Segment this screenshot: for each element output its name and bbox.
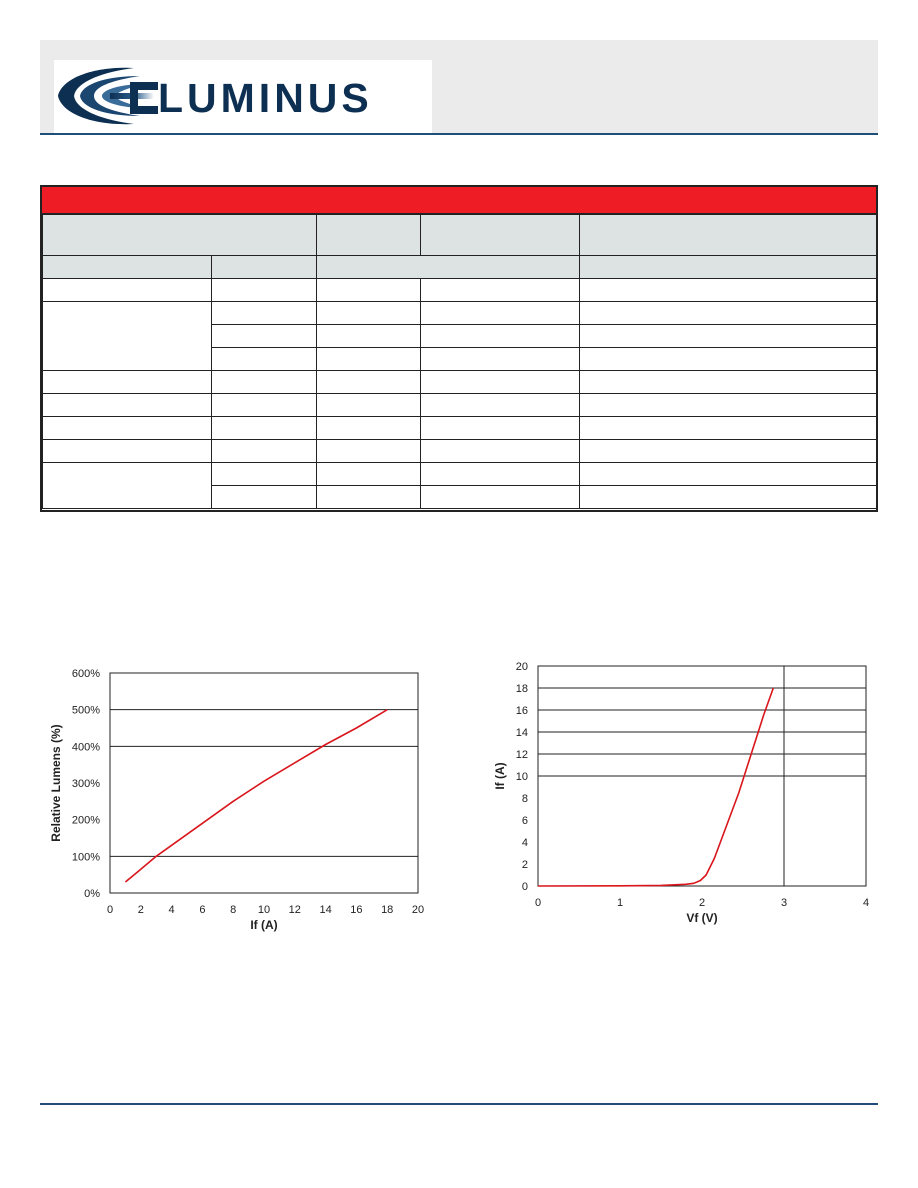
series-line (538, 688, 773, 886)
y-tick-label: 100% (71, 851, 100, 864)
y-tick-label: 0% (84, 888, 100, 900)
x-tick-label: 20 (411, 904, 425, 916)
table-cell (43, 256, 212, 279)
table-row (43, 394, 877, 417)
table-cell (317, 348, 421, 371)
relative-lumens-plot (40, 655, 440, 945)
table-cell (580, 348, 877, 371)
specs-table (40, 185, 878, 512)
y-tick-label: 300% (71, 778, 100, 790)
table-header-row (43, 215, 877, 256)
table-cell (317, 463, 421, 486)
table-cell (317, 486, 421, 509)
table-title-bar (42, 187, 876, 214)
x-tick-label: 3 (780, 897, 788, 909)
table-row (43, 302, 877, 325)
table-cell (421, 348, 580, 371)
table-cell (212, 417, 317, 440)
table-cell (212, 279, 317, 302)
table-cell (317, 256, 580, 279)
x-tick-label: 0 (534, 897, 542, 909)
x-tick-label: 2 (137, 904, 144, 916)
table-cell (421, 417, 580, 440)
x-tick-label: 10 (257, 904, 271, 916)
table-cell (421, 440, 580, 463)
x-tick-label: 2 (698, 897, 706, 909)
y-tick-label: 0 (521, 881, 528, 893)
y-tick-label: 400% (71, 741, 100, 754)
table-cell (580, 417, 877, 440)
y-tick-label: 14 (515, 727, 528, 739)
table-cell (580, 440, 877, 463)
forward-voltage-chart (490, 655, 880, 945)
y-tick-label: 10 (515, 771, 528, 783)
table-cell (43, 215, 317, 256)
x-tick-label: 0 (106, 904, 114, 916)
table-cell (43, 371, 212, 394)
table-row (43, 463, 877, 486)
table-cell (580, 394, 877, 417)
table-row (43, 440, 877, 463)
table-cell (421, 463, 580, 486)
x-tick-label: 6 (199, 904, 206, 916)
table-row (43, 371, 877, 394)
y-axis-label: Relative Lumens (%) (49, 724, 63, 842)
x-tick-label: 18 (381, 904, 394, 916)
y-tick-label: 2 (521, 859, 528, 871)
table-cell (317, 302, 421, 325)
x-axis-label: Vf (V) (686, 911, 718, 925)
table-cell (421, 215, 580, 256)
y-tick-label: 500% (71, 704, 100, 717)
y-tick-label: 4 (521, 837, 528, 849)
x-tick-label: 16 (350, 904, 363, 916)
logo-wordmark: LUMINUS (158, 75, 373, 121)
table-cell (580, 463, 877, 486)
table-cell (317, 394, 421, 417)
table-row (43, 279, 877, 302)
table-cell (317, 440, 421, 463)
table-cell (580, 256, 877, 279)
x-tick-label: 4 (862, 897, 870, 909)
table-cell (580, 486, 877, 509)
y-tick-label: 18 (515, 683, 528, 695)
table-cell (317, 417, 421, 440)
table-cell (421, 394, 580, 417)
table-cell (317, 215, 421, 256)
y-tick-label: 20 (515, 661, 528, 673)
relative-lumens-chart (40, 655, 440, 945)
y-axis-label: If (A) (493, 762, 507, 790)
table-cell (212, 325, 317, 348)
table-cell (317, 325, 421, 348)
table-cell (212, 394, 317, 417)
x-tick-label: 4 (168, 904, 175, 916)
y-tick-label: 12 (515, 749, 528, 761)
y-tick-label: 16 (515, 705, 528, 717)
x-tick-label: 8 (230, 904, 237, 916)
table-cell (212, 348, 317, 371)
table-row (43, 417, 877, 440)
table-cell (212, 486, 317, 509)
table-cell (421, 325, 580, 348)
table-cell (43, 440, 212, 463)
table-cell (43, 394, 212, 417)
table-cell (43, 302, 212, 371)
x-tick-label: 14 (319, 904, 332, 916)
table-cell (580, 325, 877, 348)
table-cell (43, 463, 212, 509)
plot-frame (110, 673, 418, 893)
table-cell (317, 279, 421, 302)
table-cell (580, 279, 877, 302)
table-cell (212, 256, 317, 279)
table-subheader-row (43, 256, 877, 279)
y-tick-label: 8 (521, 793, 528, 805)
table-cell (43, 417, 212, 440)
table-cell (421, 371, 580, 394)
table-cell (212, 440, 317, 463)
table-cell (43, 279, 212, 302)
table-cell (212, 371, 317, 394)
y-tick-label: 6 (521, 815, 528, 827)
x-axis-label: If (A) (250, 918, 278, 932)
header-rule (40, 133, 878, 135)
table-cell (212, 463, 317, 486)
x-tick-label: 12 (288, 904, 301, 916)
table-cell (421, 486, 580, 509)
table-cell (317, 371, 421, 394)
x-tick-label: 1 (616, 897, 624, 909)
forward-voltage-plot (490, 655, 880, 945)
table-cell (580, 215, 877, 256)
table-cell (421, 279, 580, 302)
y-tick-label: 600% (71, 668, 100, 680)
footer-rule (40, 1103, 878, 1105)
specs-grid (42, 214, 877, 509)
table-cell (580, 302, 877, 325)
table-cell (212, 302, 317, 325)
table-cell (580, 371, 877, 394)
table-cell (421, 302, 580, 325)
y-tick-label: 200% (71, 814, 100, 827)
